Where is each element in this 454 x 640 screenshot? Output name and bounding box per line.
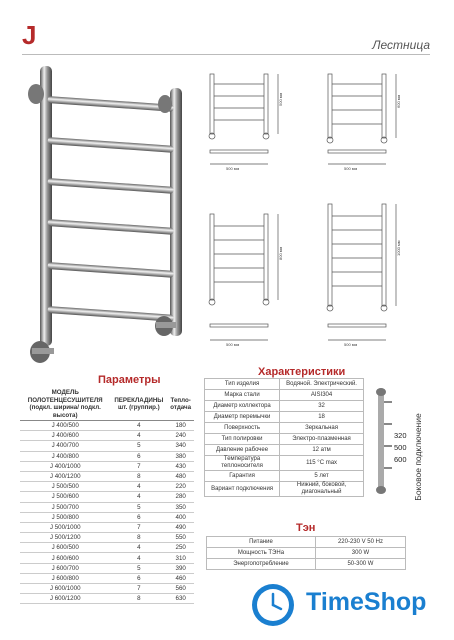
side-value: 500 bbox=[394, 443, 407, 452]
bars-cell: 8 bbox=[110, 471, 167, 481]
side-values bbox=[394, 430, 407, 466]
table-row bbox=[20, 512, 194, 522]
bars-cell: 4 bbox=[110, 431, 167, 441]
char-value-cell: Нижний, боковой, диагональный bbox=[280, 482, 364, 497]
heat-cell: 310 bbox=[167, 553, 194, 563]
table-row bbox=[205, 412, 364, 423]
page-title: Лестница bbox=[372, 38, 430, 52]
table-row bbox=[20, 421, 194, 431]
char-name-cell: Диаметр перемычки bbox=[205, 412, 280, 423]
table-row bbox=[20, 441, 194, 451]
bars-cell: 6 bbox=[110, 451, 167, 461]
model-cell: J 600/600 bbox=[20, 553, 110, 563]
heat-cell: 550 bbox=[167, 533, 194, 543]
model-cell: J 400/600 bbox=[20, 431, 110, 441]
model-cell: J 400/700 bbox=[20, 441, 110, 451]
char-name-cell: Вариант подключения bbox=[205, 482, 280, 497]
table-row bbox=[20, 492, 194, 502]
side-connection-label: Боковое подключение bbox=[413, 413, 423, 501]
char-name-cell: Диаметр коллектора bbox=[205, 401, 280, 412]
brand-name: TimeShop bbox=[306, 588, 427, 616]
model-cell: J 400/1000 bbox=[20, 461, 110, 471]
heat-cell: 340 bbox=[167, 441, 194, 451]
model-cell: J 400/1200 bbox=[20, 471, 110, 481]
ten-name-cell: Энергопотребление bbox=[207, 559, 316, 570]
side-value: 320 bbox=[394, 431, 407, 440]
model-cell: J 500/500 bbox=[20, 482, 110, 492]
heat-cell: 240 bbox=[167, 431, 194, 441]
header-letter: J bbox=[22, 20, 37, 50]
heat-cell: 430 bbox=[167, 461, 194, 471]
ten-title: Тэн bbox=[296, 522, 316, 534]
char-value-cell: 5 лет bbox=[280, 471, 364, 482]
drawing-3-width: 500 мм bbox=[226, 342, 240, 347]
table-row bbox=[20, 522, 194, 532]
table-row bbox=[205, 379, 364, 390]
char-value-cell: AISI304 bbox=[280, 390, 364, 401]
table-row bbox=[205, 423, 364, 434]
bars-cell: 7 bbox=[110, 584, 167, 594]
bars-cell: 5 bbox=[110, 563, 167, 573]
bars-cell: 7 bbox=[110, 461, 167, 471]
bars-cell: 4 bbox=[110, 553, 167, 563]
table-row bbox=[20, 584, 194, 594]
char-value-cell: 115 °C max bbox=[280, 456, 364, 471]
char-value-cell: Водяной. Электрический. bbox=[280, 379, 364, 390]
ten-name-cell: Мощность ТЭНа bbox=[207, 548, 316, 559]
char-value-cell: 32 bbox=[280, 401, 364, 412]
model-cell: J 600/700 bbox=[20, 563, 110, 573]
table-row bbox=[205, 390, 364, 401]
bars-cell: 6 bbox=[110, 512, 167, 522]
table-row bbox=[207, 559, 406, 570]
heat-cell: 480 bbox=[167, 471, 194, 481]
heat-cell: 350 bbox=[167, 502, 194, 512]
drawing-2-width: 500 мм bbox=[344, 166, 358, 171]
bars-cell: 8 bbox=[110, 594, 167, 604]
model-cell: J 600/1200 bbox=[20, 594, 110, 604]
table-row bbox=[205, 471, 364, 482]
heat-cell: 280 bbox=[167, 492, 194, 502]
params-title: Параметры bbox=[98, 374, 161, 386]
model-cell: J 500/1200 bbox=[20, 533, 110, 543]
params-table bbox=[20, 388, 194, 604]
table-row bbox=[207, 548, 406, 559]
table-row bbox=[20, 573, 194, 583]
model-cell: J 500/1000 bbox=[20, 522, 110, 532]
model-cell: J 400/500 bbox=[20, 421, 110, 431]
table-row bbox=[20, 594, 194, 604]
heat-cell: 180 bbox=[167, 421, 194, 431]
char-value-cell: 18 bbox=[280, 412, 364, 423]
heat-cell: 390 bbox=[167, 563, 194, 573]
heat-cell: 490 bbox=[167, 522, 194, 532]
model-cell: J 600/500 bbox=[20, 543, 110, 553]
model-cell: J 500/800 bbox=[20, 512, 110, 522]
heat-cell: 460 bbox=[167, 573, 194, 583]
heat-cell: 400 bbox=[167, 512, 194, 522]
header-divider bbox=[22, 54, 430, 55]
model-cell: J 600/1000 bbox=[20, 584, 110, 594]
bars-cell: 4 bbox=[110, 482, 167, 492]
ten-value-cell: 50-300 W bbox=[315, 559, 405, 570]
table-row bbox=[20, 471, 194, 481]
timeshop-logo[interactable] bbox=[244, 582, 444, 628]
side-connection-drawing bbox=[372, 386, 394, 496]
bars-cell: 4 bbox=[110, 543, 167, 553]
params-header-bars: ПЕРЕКЛАДИНЫ шт. (группир.) bbox=[110, 388, 167, 421]
side-value: 600 bbox=[394, 455, 407, 464]
bars-cell: 5 bbox=[110, 502, 167, 512]
model-cell: J 600/800 bbox=[20, 573, 110, 583]
bars-cell: 8 bbox=[110, 533, 167, 543]
params-header-model: МОДЕЛЬ ПОЛОТЕНЦЕСУШИТЕЛЯ (подкл. ширина/ подкл. высота) bbox=[20, 388, 110, 421]
heat-cell: 380 bbox=[167, 451, 194, 461]
table-row bbox=[20, 502, 194, 512]
char-value-cell: 12 атм bbox=[280, 445, 364, 456]
heat-cell: 250 bbox=[167, 543, 194, 553]
table-row bbox=[20, 533, 194, 543]
heat-cell: 560 bbox=[167, 584, 194, 594]
char-name-cell: Тип полировки bbox=[205, 434, 280, 445]
char-name-cell: Марка стали bbox=[205, 390, 280, 401]
table-row bbox=[205, 456, 364, 471]
char-name-cell: Гарантия bbox=[205, 471, 280, 482]
clock-icon bbox=[250, 582, 296, 628]
table-row bbox=[20, 431, 194, 441]
drawing-1-height: 500 мм bbox=[278, 92, 283, 106]
char-name-cell: Тип изделия bbox=[205, 379, 280, 390]
drawing-4-height: 1000 мм bbox=[396, 240, 401, 256]
drawing-2-height: 600 мм bbox=[396, 94, 401, 108]
params-header-heat: Тепло-отдача bbox=[167, 388, 194, 421]
bars-cell: 4 bbox=[110, 492, 167, 502]
table-row bbox=[207, 537, 406, 548]
table-row bbox=[205, 434, 364, 445]
bars-cell: 5 bbox=[110, 441, 167, 451]
table-row bbox=[20, 461, 194, 471]
bars-cell: 6 bbox=[110, 573, 167, 583]
ten-value-cell: 220-230 V 50 Hz bbox=[315, 537, 405, 548]
drawing-3-height: 800 мм bbox=[278, 246, 283, 260]
table-row bbox=[20, 563, 194, 573]
char-value-cell: Зеркальная bbox=[280, 423, 364, 434]
bars-cell: 4 bbox=[110, 421, 167, 431]
table-row bbox=[205, 445, 364, 456]
ten-table bbox=[206, 536, 406, 570]
bars-cell: 7 bbox=[110, 522, 167, 532]
technical-drawings bbox=[204, 70, 440, 370]
towel-rail-photo bbox=[20, 64, 196, 370]
table-row bbox=[20, 482, 194, 492]
chars-table bbox=[204, 378, 364, 497]
char-name-cell: Поверхность bbox=[205, 423, 280, 434]
table-row bbox=[20, 451, 194, 461]
model-cell: J 500/600 bbox=[20, 492, 110, 502]
table-row bbox=[20, 543, 194, 553]
heat-cell: 220 bbox=[167, 482, 194, 492]
model-cell: J 500/700 bbox=[20, 502, 110, 512]
table-row bbox=[20, 553, 194, 563]
model-cell: J 400/800 bbox=[20, 451, 110, 461]
char-name-cell: Температура теплоносителя bbox=[205, 456, 280, 471]
table-row bbox=[205, 482, 364, 497]
table-row bbox=[205, 401, 364, 412]
char-value-cell: Электро-плазменная bbox=[280, 434, 364, 445]
drawing-4-width: 500 мм bbox=[344, 342, 358, 347]
chars-title: Характеристики bbox=[258, 366, 346, 378]
heat-cell: 630 bbox=[167, 594, 194, 604]
ten-name-cell: Питание bbox=[207, 537, 316, 548]
drawing-1-width: 500 мм bbox=[226, 166, 240, 171]
ten-value-cell: 300 W bbox=[315, 548, 405, 559]
char-name-cell: Давление рабочее bbox=[205, 445, 280, 456]
